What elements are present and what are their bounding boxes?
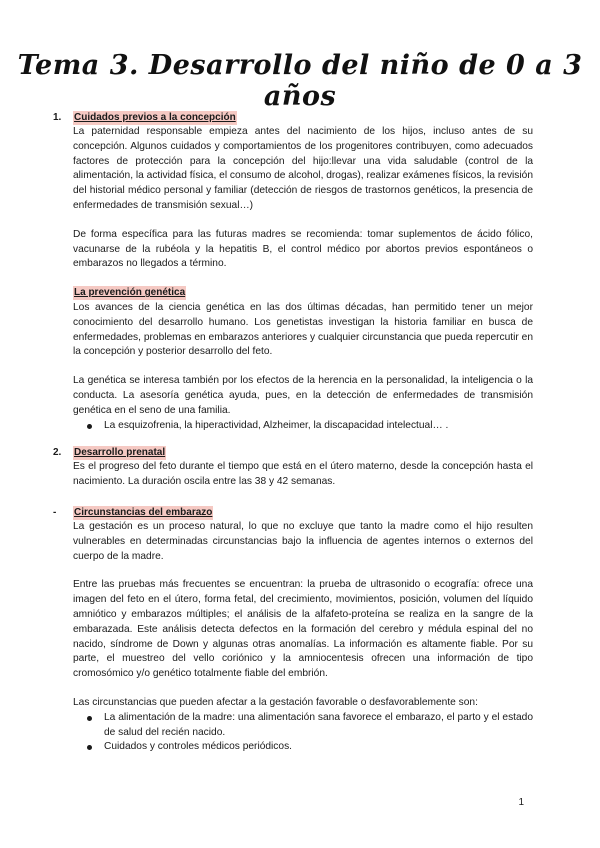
- section-heading: [53, 111, 533, 125]
- page-number: 1: [518, 797, 524, 808]
- paragraph: La genética se interesa también por los efectos de la herencia en la personalidad, la inteligencia o la conducta. La asesoría genética ayuda, pues, en la detección de enfermedades de transmisión genética en el seno de una familia.: [73, 375, 533, 416]
- section-desarrollo-prenatal: [53, 446, 533, 490]
- list-item-text: Cuidados y controles médicos periódicos.: [104, 741, 292, 753]
- section-number: -: [53, 507, 57, 518]
- section-heading: [53, 446, 533, 460]
- paragraph: De forma específica para las futuras madres se recomienda: tomar suplementos de ácido fólico, vacunarse de la rubéola y la hepatitis B, el control médico por abortos previos espontáneos o embarazos no llegados a término.: [73, 228, 533, 270]
- bullet-icon: [87, 716, 92, 721]
- section-cuidados-previos: [53, 111, 533, 433]
- bullet-icon: [87, 745, 92, 750]
- paragraph: La gestación es un proceso natural, lo que no excluye que tanto la madre como el hijo resulten vulnerables en determinadas circunstancias bajo la influencia de agentes internos o externos del cuerpo de la madre.: [73, 521, 533, 562]
- section-heading: [53, 506, 533, 520]
- bullet-list: [53, 711, 533, 755]
- section-heading-text: Circunstancias del embarazo: [74, 507, 213, 518]
- list-item-text: La esquizofrenia, la hiperactividad, Alzheimer, la discapacidad intelectual… .: [104, 419, 449, 431]
- paragraph: Es el progreso del feto durante el tiempo que está en el útero materno, desde la concepción hasta el nacimiento. La duración oscila entre las 38 y 42 semanas.: [73, 461, 533, 487]
- paragraph: Entre las pruebas más frecuentes se encuentran: la prueba de ultrasonido o ecografía: ofrece una imagen del feto en el útero, forma fetal, del crecimiento, movimientos, posición, volumen del líquido amniótico y embarazos múltiples; el análisis de la alfafeto-proteína se realiza en la sangre de la embarazada. Este análisis detecta defectos en la formación del cerebro y médula espinal del no nacido, síndrome de Down y algunas otras anomalías. La información es altamente fiable. Por su parte, el muestreo del vello coriónico y la amniocentesis ofrecen una información de tipo cromosómico y/o genético totalmente fiable del embrión.: [73, 579, 533, 680]
- paragraph: La paternidad responsable empieza antes del nacimiento de los hijos, incluso antes de su concepción. Algunos cuidados y comportamientos de los progenitores contribuyen, como adecuados factores de protección para la concepción del hijo:llevar una vida saludable (control de la alimentación, la actividad física, el consumo de alcohol, drogas), realizar exámenes físicos, la revisión del historial médico personal y familiar (detección de riesgos de trastornos genéticos, la presencia de enfermedades de transmisión sexual…): [73, 126, 533, 211]
- subheading-wrapper: [53, 286, 533, 301]
- list-item: [87, 419, 533, 434]
- section-circunstancias-embarazo: [53, 506, 533, 755]
- section-number: 1.: [53, 112, 62, 123]
- paragraph: Los avances de la ciencia genética en las dos últimas décadas, han permitido tener un mejor conocimiento del desarrollo humano. Los genetistas investigan la historia familiar en busca de enfermedades, problemas en embarazos anteriores y cualquier circunstancia que pueda repercutir en la concepción y posterior desarrollo del feto.: [73, 301, 533, 358]
- subheading: La prevención genética: [74, 287, 186, 299]
- list-item: [87, 740, 533, 755]
- list-item-text: La alimentación de la madre: una alimentación sana favorece el embarazo, el parto y el estado de salud del recién nacido.: [104, 711, 533, 738]
- section-heading-text: Desarrollo prenatal: [74, 447, 166, 458]
- section-number: 2.: [53, 447, 62, 458]
- section-heading-text: Cuidados previos a la concepción: [74, 112, 236, 123]
- paragraph: Las circunstancias que pueden afectar a la gestación favorable o desfavorablemente son:: [73, 696, 478, 708]
- bullet-icon: [87, 424, 92, 429]
- bullet-list: [53, 419, 533, 434]
- page-title: Tema 3. Desarrollo del niño de 0 a 3 años: [17, 50, 583, 112]
- list-item: [87, 711, 533, 741]
